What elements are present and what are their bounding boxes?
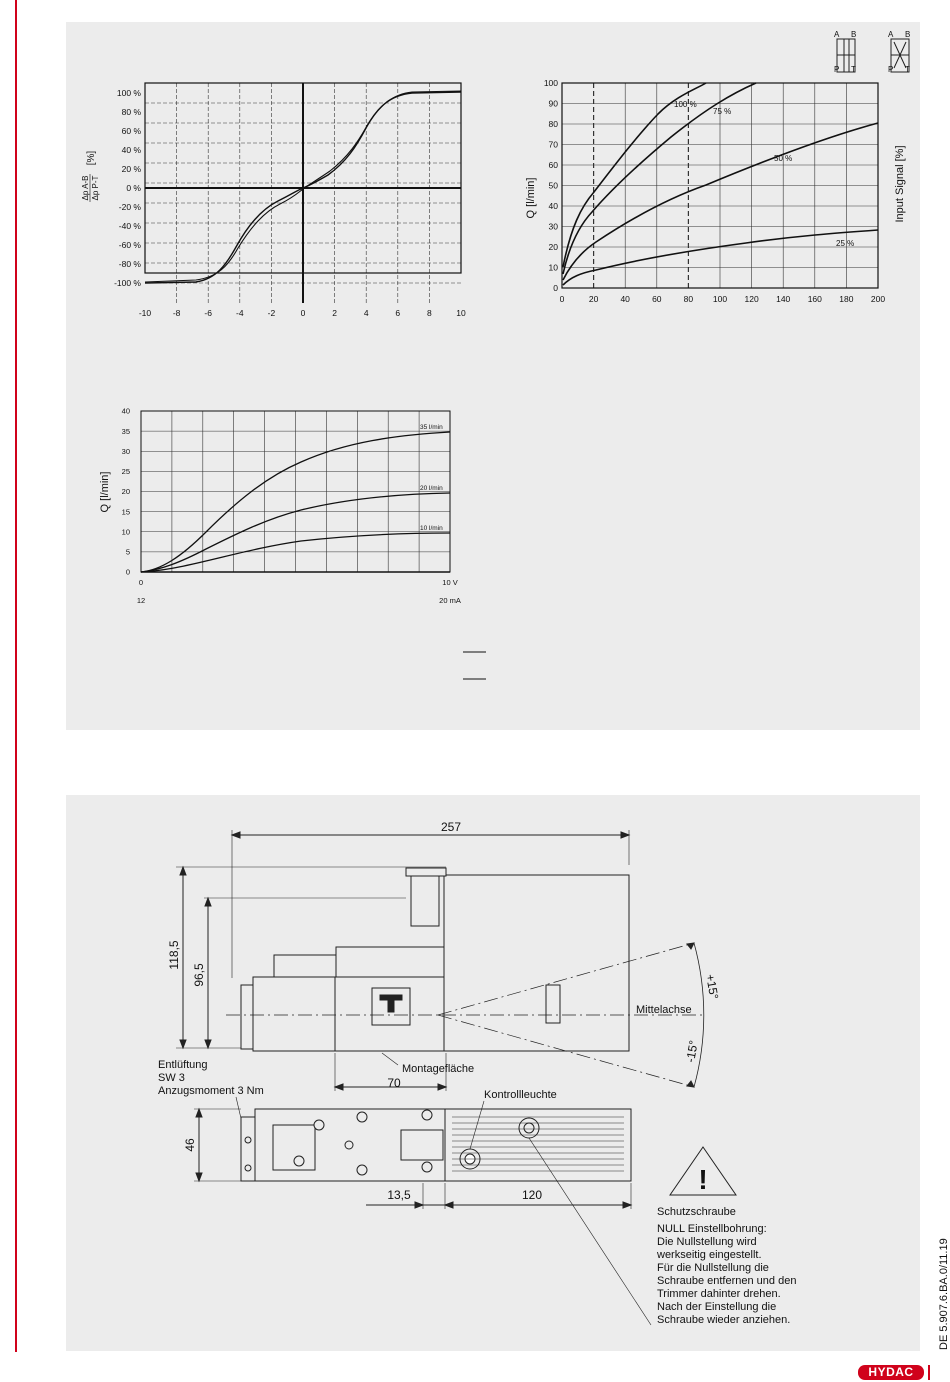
chart3-x-end-ma: 20 mA (439, 596, 461, 605)
x-tick-label: 160 (807, 294, 822, 304)
null-text-line8: Schraube wieder anziehen. (657, 1314, 791, 1326)
chart3-label-20: 20 l/min (420, 485, 443, 492)
dim-118-label: 118,5 (167, 940, 181, 970)
symbol-b-label: B (851, 30, 857, 39)
y-tick-label: 70 (548, 139, 558, 150)
x-tick-label: -4 (236, 308, 244, 318)
chart3-grid (141, 411, 450, 572)
dim-96-label: 96,5 (192, 963, 206, 987)
y-tick-label: 80 (548, 118, 558, 129)
kontrollleuchte-label: Kontrollleuchte (484, 1089, 557, 1101)
null-text-line5: Schraube entfernen und den (657, 1275, 797, 1287)
chart2-label-100: 100 % (674, 100, 697, 109)
x-tick-label: 0 (300, 308, 306, 318)
logo-bar (928, 1365, 930, 1380)
y-tick-label: 25 (121, 467, 130, 476)
y-tick-label: 20 (548, 241, 558, 252)
chart3-y-ticks (122, 407, 130, 577)
null-text-line3: werkseitig eingestellt. (657, 1249, 762, 1261)
dim-13-label: 13,5 (387, 1188, 411, 1202)
x-tick-label: 6 (395, 308, 401, 318)
x-tick-label: 40 (620, 294, 630, 304)
symbol2-p-label: P (888, 65, 894, 74)
warning-icon-mark: ! (698, 1164, 708, 1195)
x-tick-label: -8 (172, 308, 181, 318)
symbol-t-label: T (851, 65, 856, 74)
y-tick-label: 0 (553, 282, 558, 293)
chart3-x-start-v: 0 (138, 578, 144, 587)
dim-120-label: 120 (521, 1188, 543, 1202)
chart2-curve-50 (563, 123, 878, 280)
y-tick-label: 15 (121, 507, 130, 517)
y-tick-label: -20 % (118, 201, 141, 212)
chart1-ylabel (81, 151, 100, 202)
characteristics-figure (66, 22, 920, 730)
chart2-label-50: 50 % (774, 154, 793, 163)
chart2-right-label: Input Signal [%] (894, 145, 906, 223)
chart2-curve-25 (563, 230, 878, 285)
y-tick-label: 40 (121, 406, 130, 416)
chart3-label-35: 35 l/min (420, 424, 443, 431)
x-tick-label: 80 (683, 294, 694, 304)
chart1-ylabel-den: Δp P-T (91, 175, 100, 201)
chart1-ylabel-num: Δp A-B (81, 175, 90, 201)
chart1-y-ticks (114, 88, 141, 288)
y-tick-label: 80 % (121, 106, 141, 117)
symbol2-b-label: B (905, 30, 911, 39)
dim-46-label: 46 (183, 1138, 197, 1152)
entlueftung-line3: Anzugsmoment 3 Nm (158, 1085, 264, 1097)
valve-side-view (241, 868, 629, 1051)
symbol-a-label: A (834, 30, 840, 39)
y-tick-label: 100 (543, 77, 558, 88)
y-tick-label: 35 (121, 426, 130, 436)
hydac-logo: HYDAC (858, 1365, 924, 1380)
y-tick-label: 0 (125, 567, 130, 577)
entlueftung-line1: Entlüftung (158, 1059, 208, 1071)
x-tick-label: 120 (744, 294, 759, 304)
null-text-line4: Für die Nullstellung die (657, 1262, 769, 1274)
x-tick-label: 60 (652, 294, 662, 304)
valve-top-view (241, 1109, 631, 1181)
x-tick-label: -6 (204, 308, 212, 318)
x-tick-label: 2 (332, 308, 337, 318)
x-tick-label: 20 (588, 294, 599, 304)
y-tick-label: -40 % (118, 220, 141, 231)
x-tick-label: 8 (427, 308, 432, 318)
angle-plus-label: +15° (703, 973, 722, 1001)
x-tick-label: -2 (267, 308, 276, 318)
angle-minus-label: -15° (683, 1039, 701, 1064)
y-tick-label: 30 (121, 446, 130, 456)
null-text-line7: Nach der Einstellung die (657, 1301, 777, 1313)
chart2-label-75: 75 % (713, 107, 732, 116)
dim-257-label: 257 (440, 820, 462, 834)
mittelachse-label: Mittelachse (636, 1004, 692, 1016)
symbol2-t-label: T (905, 65, 910, 74)
x-tick-label: 180 (839, 294, 854, 304)
y-tick-label: -100 % (114, 277, 141, 288)
chart2-label-25: 25 % (836, 239, 855, 248)
chart1-x-ticks (139, 308, 466, 318)
x-tick-label: 0 (559, 294, 565, 304)
chart2-y-ticks (544, 78, 558, 293)
y-tick-label: -60 % (118, 239, 141, 250)
chart3-label-10: 10 l/min (420, 525, 443, 532)
y-tick-label: 60 % (121, 125, 141, 136)
dim-70-label: 70 (387, 1076, 401, 1090)
dimension-46 (194, 1109, 241, 1181)
y-tick-label: 5 (125, 547, 130, 557)
y-tick-label: 90 (548, 98, 558, 109)
characteristics-panel (66, 22, 920, 730)
x-tick-label: 140 (776, 294, 791, 304)
y-tick-label: 10 (121, 527, 130, 537)
chart1-ylabel-unit: [%] (86, 150, 97, 166)
symbol-p-label: P (834, 65, 840, 74)
chart2-ylabel: Q [l/min] (525, 177, 537, 219)
y-tick-label: 0 % (126, 182, 141, 193)
y-tick-label: 50 (548, 180, 558, 191)
chart2-x-ticks (560, 294, 886, 304)
y-tick-label: 20 % (121, 163, 141, 174)
x-tick-label: 200 (870, 294, 886, 304)
chart3-ylabel: Q [l/min] (99, 471, 111, 513)
entlueftung-line2: SW 3 (158, 1072, 185, 1084)
chart3-x-start-ma: 12 (136, 596, 146, 605)
y-tick-label: 30 (548, 221, 558, 232)
y-tick-label: 40 % (121, 144, 141, 155)
x-tick-label: 4 (363, 308, 369, 318)
x-tick-label: 100 (712, 294, 728, 304)
null-text-line1: NULL Einstellbohrung: (657, 1223, 767, 1235)
symbol2-a-label: A (888, 30, 894, 39)
dimension-drawing-panel (66, 795, 920, 1351)
y-tick-label: 100 % (116, 87, 141, 98)
y-tick-label: 20 (121, 487, 130, 497)
dimension-drawing (66, 795, 920, 1351)
x-tick-label: -10 (138, 308, 152, 318)
schutzschraube-label: Schutzschraube (657, 1206, 736, 1218)
y-tick-label: 40 (548, 200, 558, 211)
y-tick-label: 10 (548, 262, 558, 273)
null-text-line6: Trimmer dahinter drehen. (657, 1288, 781, 1300)
chart2-curve-100 (563, 83, 706, 267)
y-tick-label: -80 % (118, 258, 141, 269)
null-text-line2: Die Nullstellung wird (657, 1236, 757, 1248)
montageflaeche-label: Montagefläche (402, 1063, 475, 1075)
x-tick-label: 10 (456, 308, 466, 318)
page-margin-line (15, 0, 17, 1352)
y-tick-label: 60 (548, 159, 558, 170)
chart3-x-end-v: 10 V (442, 578, 458, 587)
document-reference: DE 5.907.6.BA.0/11.19 (938, 1238, 950, 1350)
